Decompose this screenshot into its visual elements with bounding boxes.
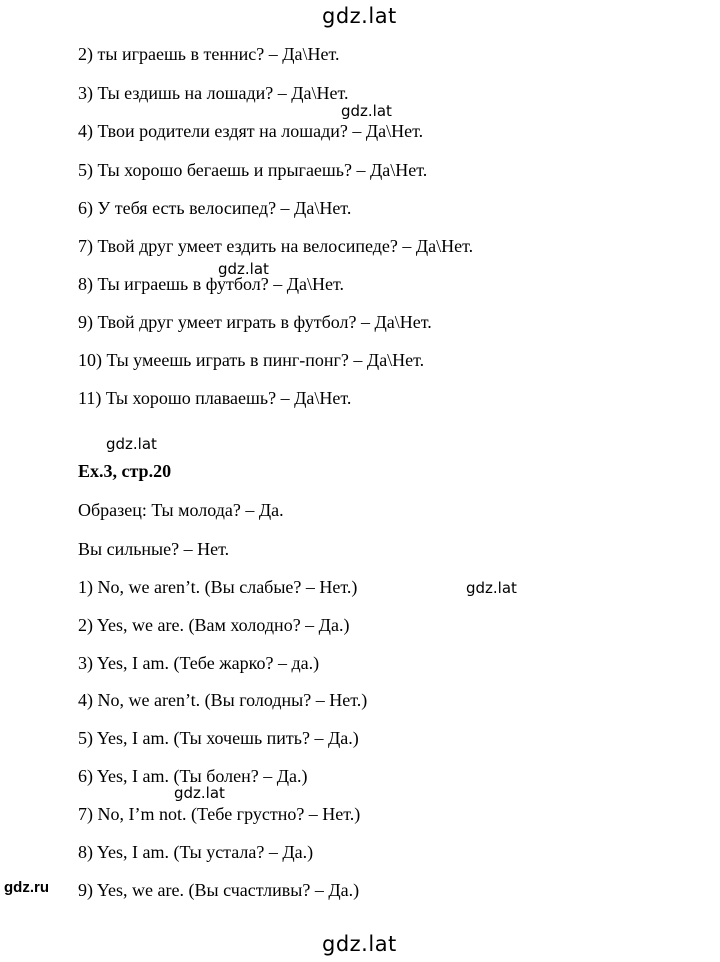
watermark-mid-4: gdz.lat [466,579,517,597]
answer-line-3: 3) Ты ездишь на лошади? – Да\Нет. [78,83,349,103]
watermark-mid-1: gdz.lat [341,102,392,120]
watermark-side: gdz.ru [4,879,49,896]
answer-line-10: 10) Ты умеешь играть в пинг-понг? – Да\Нет. [78,350,425,370]
sample-line: Образец: Ты молода? – Да. [78,500,284,520]
watermark-bottom: gdz.lat [322,932,397,956]
watermark-mid-2: gdz.lat [218,260,269,278]
exercise-line-7: 7) No, I’m not. (Тебе грустно? – Нет.) [78,804,361,824]
watermark-top: gdz.lat [322,4,397,28]
exercise-line-6: 6) Yes, I am. (Ты болен? – Да.) [78,766,308,786]
answer-line-6: 6) У тебя есть велосипед? – Да\Нет. [78,198,352,218]
exercise-line-3: 3) Yes, I am. (Тебе жарко? – да.) [78,653,320,673]
answer-line-2: 2) ты играешь в теннис? – Да\Нет. [78,44,340,64]
exercise-line-1: 1) No, we aren’t. (Вы слабые? – Нет.) [78,577,358,597]
answer-line-11: 11) Ты хорошо плаваешь? – Да\Нет. [78,388,352,408]
answer-line-7: 7) Твой друг умеет ездить на велосипеде? – Да\Нет. [78,236,474,256]
exercise-line-2: 2) Yes, we are. (Вам холодно? – Да.) [78,615,350,635]
watermark-mid-5: gdz.lat [174,784,225,802]
watermark-mid-3: gdz.lat [106,435,157,453]
exercise-line-9: 9) Yes, we are. (Вы счастливы? – Да.) [78,880,360,900]
answer-line-8: 8) Ты играешь в футбол? – Да\Нет. [78,274,344,294]
exercise-line-4: 4) No, we aren’t. (Вы голодны? – Нет.) [78,690,368,710]
sample-line-2: Вы сильные? – Нет. [78,539,230,559]
exercise-heading: Ex.3, стр.20 [78,461,172,481]
exercise-line-5: 5) Yes, I am. (Ты хочешь пить? – Да.) [78,728,359,748]
answer-line-9: 9) Твой друг умеет играть в футбол? – Да\Нет. [78,312,432,332]
answer-line-4: 4) Твои родители ездят на лошади? – Да\Нет. [78,121,424,141]
exercise-line-8: 8) Yes, I am. (Ты устала? – Да.) [78,842,314,862]
answer-line-5: 5) Ты хорошо бегаешь и прыгаешь? – Да\Нет. [78,160,428,180]
